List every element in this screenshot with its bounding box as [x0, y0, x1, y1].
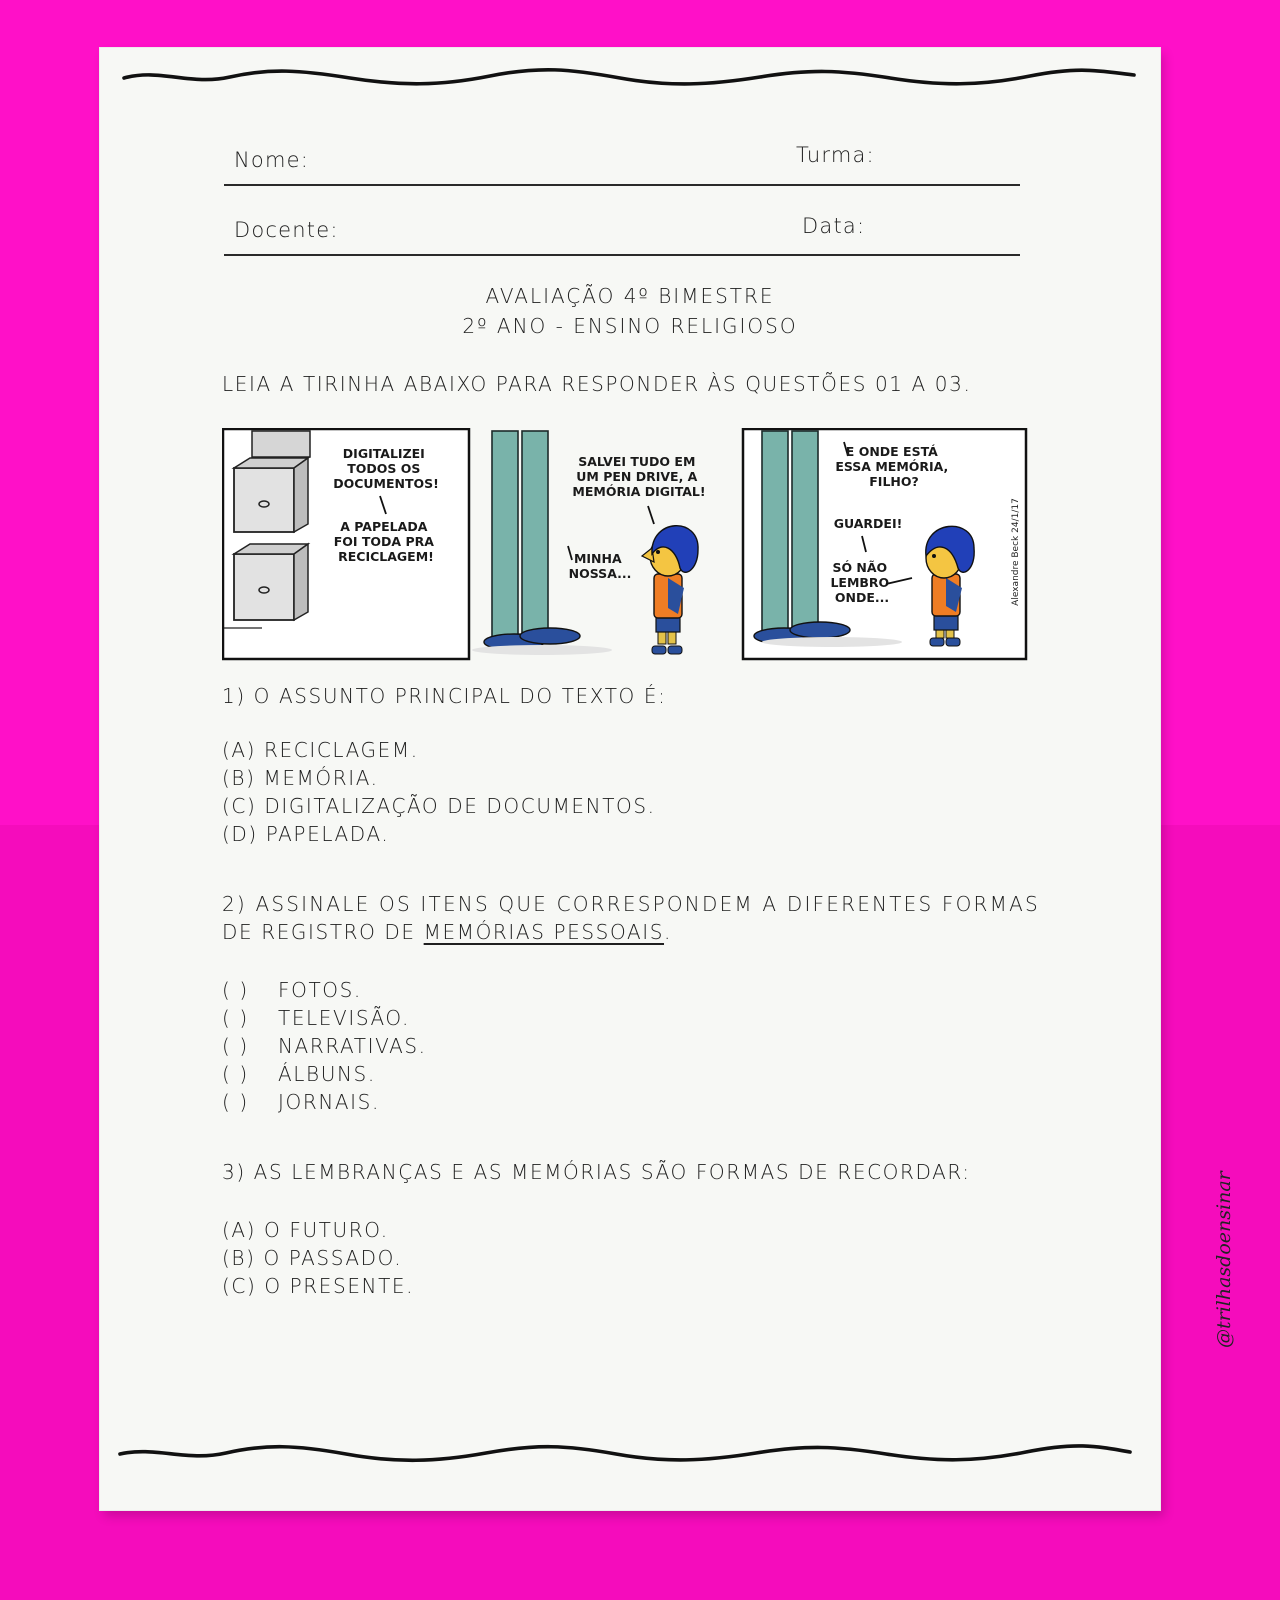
comic-strip [222, 428, 1044, 668]
exam-title: AVALIAÇÃO 4º BIMESTRE [485, 284, 775, 308]
q2-item-albuns[interactable] [222, 1062, 376, 1086]
svg-text:DIGITALIZEI TODOS OS [333, 446, 439, 491]
checkbox[interactable]: ( ) [222, 1062, 249, 1086]
p3-b3-l1: SÓ NÃO [832, 560, 888, 575]
author-handle: @trilhasdoensinar [1213, 1171, 1235, 1348]
comic-panel-1 [223, 429, 469, 659]
q2-underlined-term: MEMÓRIAS PESSOAIS [423, 920, 665, 944]
p2-b2-l2: NOSSA... [568, 566, 632, 581]
name-label: Nome: [234, 148, 310, 172]
q2-item-label: FOTOS. [278, 978, 362, 1002]
class-label: Turma: [796, 143, 875, 167]
q2-item-fotos[interactable] [222, 978, 362, 1002]
svg-text:SALVEI TUDO EM UM PEN [572, 454, 705, 499]
p3-b1-l3: FILHO? [869, 474, 919, 489]
teacher-line[interactable] [224, 254, 1020, 256]
comic-panel-3 [743, 429, 1026, 659]
p3-b1-l2: ESSA MEMÓRIA, [835, 459, 949, 474]
q2-item-label: ÁLBUNS. [278, 1062, 376, 1086]
q2-item-jornais[interactable] [222, 1090, 380, 1114]
question-1: 1) O ASSUNTO PRINCIPAL DO TEXTO É: [222, 684, 667, 708]
exam-subtitle: 2º ANO - ENSINO RELIGIOSO [462, 314, 798, 338]
checkbox[interactable]: ( ) [222, 1034, 249, 1058]
p2-b1-l3: MEMÓRIA DIGITAL! [572, 484, 706, 499]
instruction: LEIA A TIRINHA ABAIXO PARA RESPONDER ÀS QUESTÕES 01 A 03. [222, 372, 972, 396]
q2-prefix: DE REGISTRO DE [222, 920, 424, 944]
p1-b2-l2: FOI TODA PRA [333, 534, 434, 549]
wavy-border-bottom [116, 1442, 1136, 1466]
p3-b3-l3: ONDE... [834, 590, 890, 605]
question-2-line-1: 2) ASSINALE OS ITENS QUE CORRESPONDEM A DIFERENTES FORMAS [222, 892, 1040, 916]
q2-item-label: JORNAIS. [278, 1090, 380, 1114]
p1-b1-l1: DIGITALIZEI [342, 446, 425, 461]
q1-option-b[interactable]: (B) MEMÓRIA. [222, 766, 379, 790]
q2-item-label: NARRATIVAS. [278, 1034, 427, 1058]
svg-text:GUARDEI! [834, 516, 903, 531]
checkbox[interactable]: ( ) [222, 978, 249, 1002]
comic-panel-2 [472, 431, 706, 655]
question-2-line-2 [222, 920, 672, 944]
checkbox[interactable]: ( ) [222, 1006, 249, 1030]
exam-sheet [100, 48, 1235, 1510]
p3-b2-l1: GUARDEI! [833, 516, 903, 531]
date-label: Data: [802, 214, 866, 238]
p1-b2-l3: RECICLAGEM! [338, 549, 434, 564]
checkbox[interactable]: ( ) [222, 1090, 249, 1114]
q1-option-d[interactable]: (D) PAPELADA. [222, 822, 390, 846]
p2-b2-l1: MINHA [573, 551, 622, 566]
wavy-border-top [120, 66, 1140, 90]
p3-b1-l1: E ONDE ESTÁ [845, 444, 938, 459]
p1-b2-l1: A PAPELADA [340, 519, 428, 534]
q1-option-c[interactable]: (C) DIGITALIZAÇÃO DE DOCUMENTOS. [222, 794, 656, 818]
child-figure-1 [642, 526, 698, 654]
q3-option-b[interactable]: (B) O PASSADO. [222, 1246, 403, 1270]
p1-b1-l2: TODOS OS [347, 461, 421, 476]
p2-b1-l1: SALVEI TUDO EM [578, 454, 696, 469]
p3-b3-l2: LEMBRO [830, 575, 890, 590]
q2-item-label: TELEVISÃO. [278, 1006, 410, 1030]
p1-b1-l3: DOCUMENTOS! [333, 476, 439, 491]
svg-text:MINHA NOSSA... [569, 551, 632, 581]
question-3: 3) AS LEMBRANÇAS E AS MEMÓRIAS SÃO FORMAS DE RECORDAR: [222, 1160, 971, 1184]
p2-b1-l2: UM PEN DRIVE, A [576, 469, 698, 484]
q3-option-c[interactable]: (C) O PRESENTE. [222, 1274, 415, 1298]
comic-signature: Alexandre Beck 24/1/17 [1011, 498, 1021, 606]
svg-text:SÓ NÃO LEMBRO [830, 560, 893, 605]
q2-item-televisao[interactable] [222, 1006, 410, 1030]
q2-suffix: . [664, 920, 672, 944]
q2-item-narrativas[interactable] [222, 1034, 427, 1058]
svg-text:A PAPELADA FOI TODA PR [334, 519, 439, 564]
teacher-label: Docente: [234, 218, 339, 242]
name-line[interactable] [224, 184, 1020, 186]
q3-option-a[interactable]: (A) O FUTURO. [222, 1218, 389, 1242]
q1-option-a[interactable]: (A) RECICLAGEM. [222, 738, 419, 762]
